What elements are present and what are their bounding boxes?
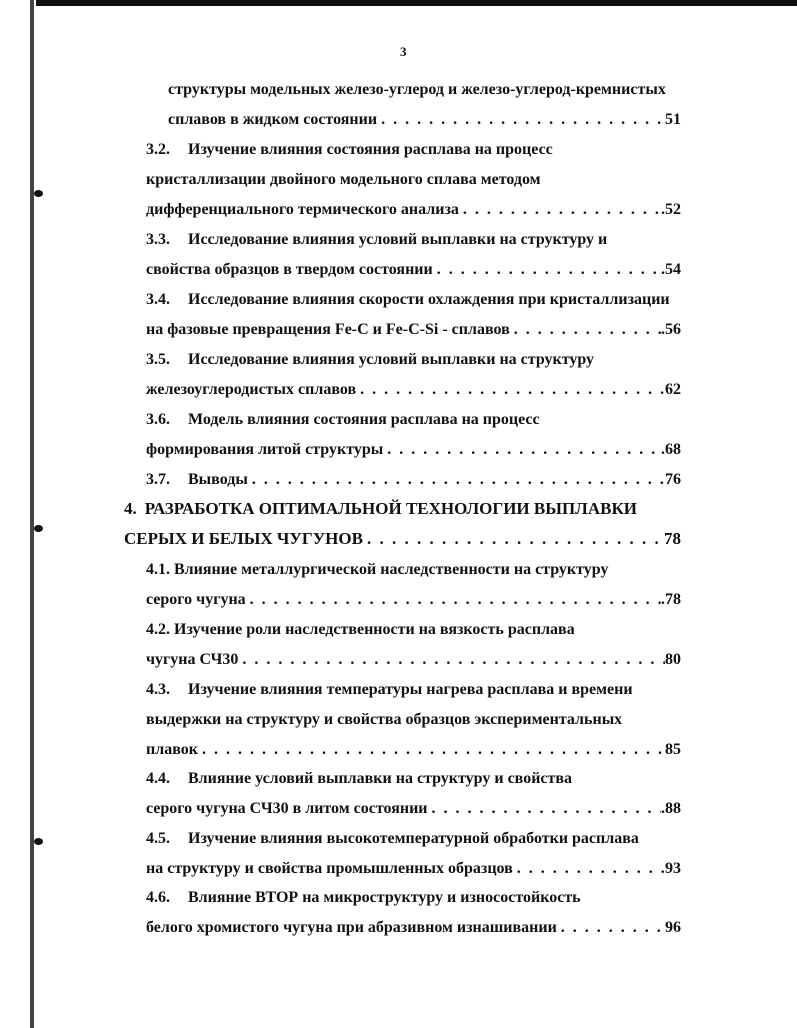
toc-line: [146, 620, 637, 640]
toc-page: .68: [661, 441, 681, 458]
leader-dots: [248, 470, 665, 490]
toc-text: плавок: [146, 741, 198, 758]
toc-line: [146, 590, 681, 610]
leader-dots: [510, 320, 661, 340]
toc-text: Изучение влияния температуры нагрева расплава и времени: [188, 681, 633, 698]
toc-page: .78: [661, 591, 681, 608]
toc-page: 80: [665, 651, 681, 668]
toc-line: [146, 710, 637, 730]
toc-text: сплавов в жидком состоянии: [168, 111, 378, 128]
toc-text: Исследование влияния условий выплавки на структуру: [188, 351, 595, 368]
toc-line: [146, 320, 681, 340]
toc-page: .56: [661, 321, 681, 338]
scan-blot: [34, 838, 43, 845]
toc-page: .54: [661, 261, 681, 278]
toc-number: 4.: [124, 499, 137, 518]
toc-line: [146, 680, 647, 700]
toc-line: [168, 110, 681, 130]
toc-text: на фазовые превращения Fe-C и Fe-C-Si - сплавов: [146, 321, 510, 338]
toc-line: [146, 740, 681, 760]
toc-line: [146, 888, 627, 908]
toc-text: Выводы: [188, 471, 248, 488]
toc-page: 51: [665, 111, 681, 128]
toc-number: 4.5.: [146, 830, 170, 847]
toc-page: .88: [661, 800, 681, 817]
toc-number: 3.5.: [146, 351, 170, 368]
toc-text: белого хромистого чугуна при абразивном изнашивании: [146, 919, 557, 936]
toc-text: формирования литой структуры: [146, 441, 384, 458]
toc-number: 4.6.: [146, 889, 170, 906]
toc-page: 85: [665, 741, 681, 758]
toc-number: 4.4.: [146, 770, 170, 787]
toc-chapter-line: [124, 529, 681, 549]
scan-blot: [34, 190, 43, 197]
toc-text: свойства образцов в твердом состоянии: [146, 261, 433, 278]
toc-text: кристаллизации двойного модельного сплава методом: [146, 171, 541, 188]
toc-line: [146, 230, 637, 250]
scan-blot: [34, 525, 43, 532]
toc-page: 76: [665, 471, 681, 488]
leader-dots: [198, 740, 665, 760]
toc-line: [146, 799, 681, 819]
toc-line: [146, 200, 681, 220]
toc-text: серого чугуна: [146, 591, 246, 608]
toc-text: Изучение влияния высокотемпературной обработки расплава: [188, 830, 639, 847]
toc-line: [146, 350, 637, 370]
toc-line: [146, 380, 681, 400]
toc-line: [168, 80, 687, 100]
toc-text: чугуна СЧ30: [146, 651, 239, 668]
leader-dots: [428, 799, 661, 819]
toc-text: СЕРЫХ И БЕЛЫХ ЧУГУНОВ: [124, 529, 363, 548]
toc-page: 96: [665, 919, 681, 936]
toc-line: [146, 829, 657, 849]
toc-text: 4.2. Изучение роли наследственности на вязкость расплава: [146, 621, 575, 638]
toc-text: Исследование влияния скорости охлаждения при кристаллизации: [188, 291, 670, 308]
page-number: 3: [400, 44, 407, 59]
toc-page: 78: [664, 529, 681, 548]
toc-line: [146, 769, 597, 789]
leader-dots: [363, 529, 664, 549]
toc-text: железоуглеродистых сплавов: [146, 381, 357, 398]
toc-number: 4.3.: [146, 681, 170, 698]
toc-line: [146, 650, 681, 670]
leader-dots: [433, 260, 661, 280]
toc-page: 93: [665, 860, 681, 877]
toc-text: серого чугуна СЧ30 в литом состоянии: [146, 800, 428, 817]
toc-text: структуры модельных железо-углерод и железо-углерод-кремнистых: [168, 81, 666, 98]
leader-dots: [383, 440, 661, 460]
toc-text: Влияние ВТОР на микроструктуру и износостойкость: [188, 889, 581, 906]
toc-text: на структуру и свойства промышленных образцов: [146, 860, 513, 877]
leader-dots: [557, 918, 665, 938]
toc-line: [146, 560, 637, 580]
toc-text: выдержки на структуру и свойства образцов экспериментальных: [146, 711, 623, 728]
toc-line: [146, 859, 681, 879]
toc-page: 62: [665, 381, 681, 398]
toc-text: Исследование влияния условий выплавки на структуру и: [188, 231, 608, 248]
toc-number: 3.3.: [146, 231, 170, 248]
toc-line: [146, 140, 637, 160]
toc-line: [146, 440, 681, 460]
scan-top-border: [36, 0, 797, 6]
leader-dots: [238, 650, 665, 670]
toc-text: дифференциального термического анализа: [146, 201, 459, 218]
toc-page: .52: [661, 201, 681, 218]
toc-line: [146, 260, 681, 280]
toc-text: 4.1. Влияние металлургической наследственности на структуру: [146, 561, 609, 578]
toc-number: 3.6.: [146, 411, 170, 428]
toc-text: Модель влияния состояния расплава на процесс: [188, 411, 540, 428]
toc-line: [146, 410, 577, 430]
toc-text: Изучение влияния состояния расплава на процесс: [188, 141, 553, 158]
toc-number: 3.2.: [146, 141, 170, 158]
toc-line: [146, 470, 681, 490]
scan-left-edge: [30, 0, 34, 1028]
toc-line: [146, 918, 681, 938]
toc-number: 3.4.: [146, 291, 170, 308]
toc-text: РАЗРАБОТКА ОПТИМАЛЬНОЙ ТЕХНОЛОГИИ ВЫПЛАВКИ: [144, 499, 637, 518]
leader-dots: [513, 859, 665, 879]
leader-dots: [356, 380, 665, 400]
leader-dots: [459, 200, 661, 220]
leader-dots: [246, 590, 661, 610]
toc-text: Влияние условий выплавки на структуру и свойства: [188, 770, 573, 787]
toc-chapter-line: [124, 499, 637, 519]
toc-number: 3.7.: [146, 471, 170, 488]
leader-dots: [377, 110, 665, 130]
toc-line: [146, 290, 697, 310]
toc-line: [146, 170, 577, 190]
